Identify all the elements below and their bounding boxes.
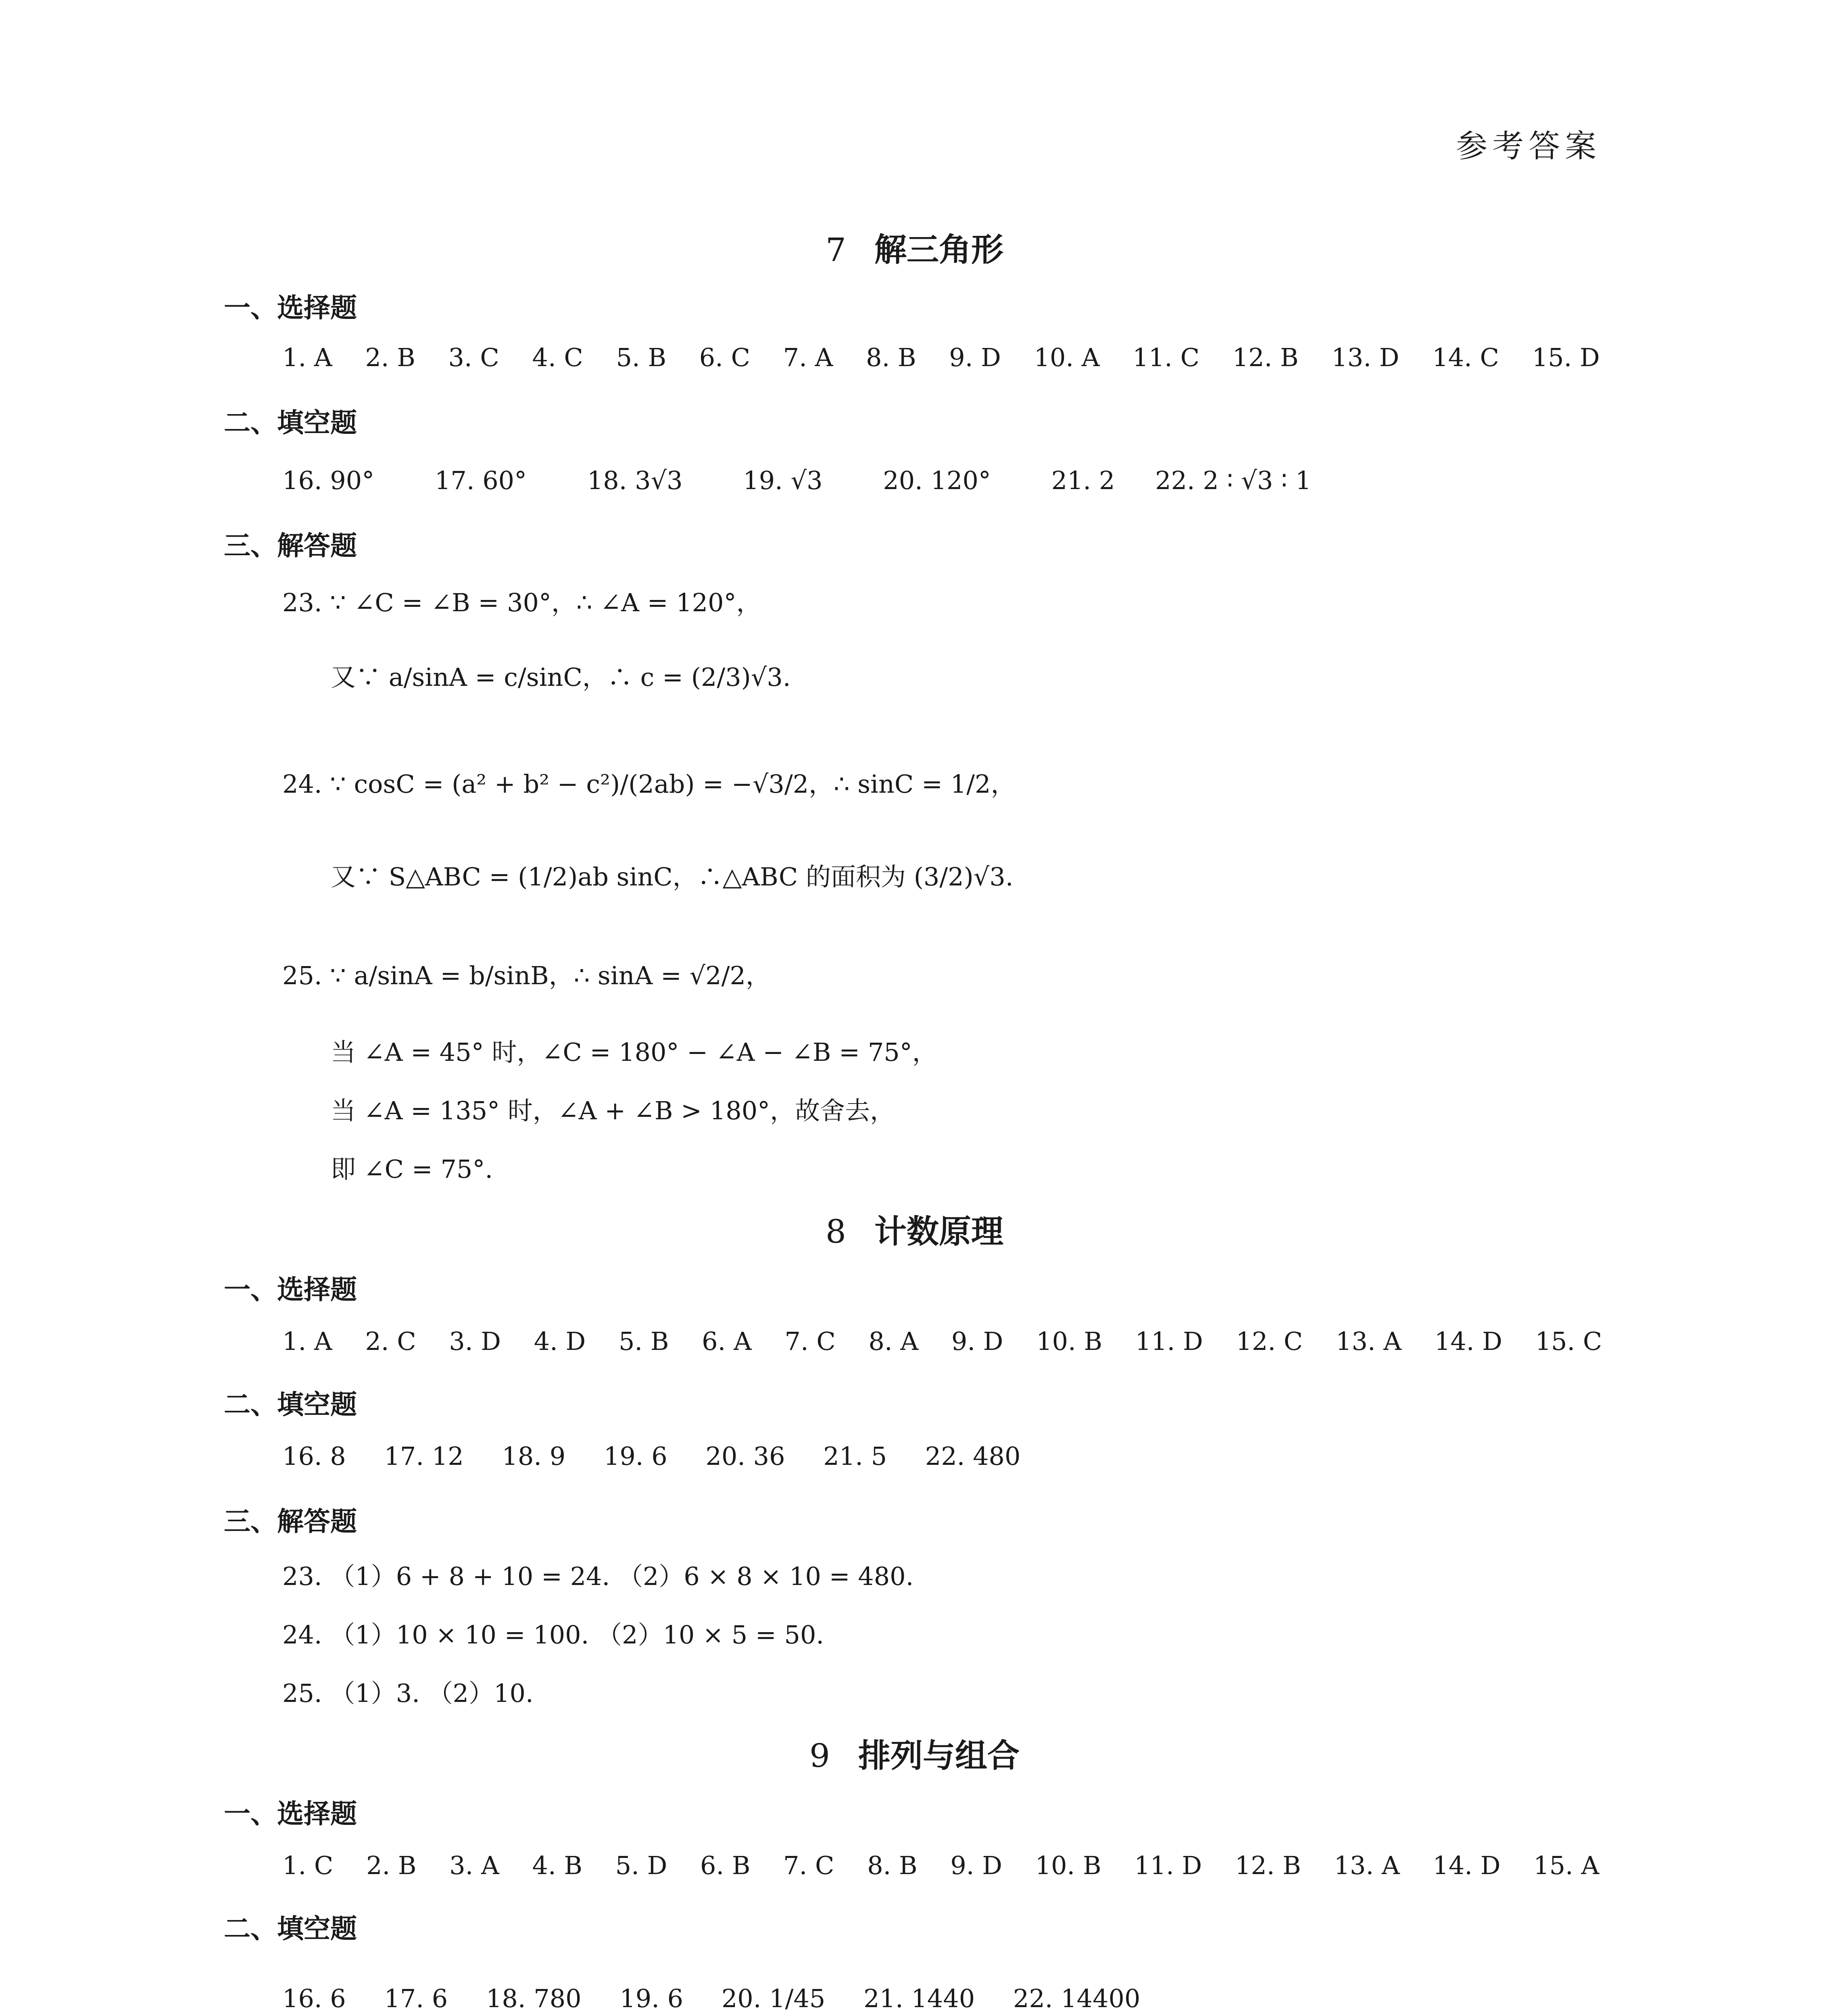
solution-line: 又∵ a/sinA = c/sinC，∴ c = (2/3)√3. <box>331 662 791 692</box>
answer-item: 22. 14400 <box>1013 1984 1141 2013</box>
answer-item: 6. B <box>700 1851 751 1880</box>
answer-item: 13. A <box>1336 1327 1402 1356</box>
answer-item: 12. B <box>1232 343 1299 372</box>
answer-item: 20. 1/45 <box>721 1984 826 2013</box>
answer-item: 17. 12 <box>384 1441 464 1471</box>
answer-item: 2. B <box>365 343 415 372</box>
choice-answers <box>282 1327 1627 1356</box>
answer-item: 3. C <box>448 343 499 372</box>
running-header: 参考答案 <box>1456 128 1601 165</box>
answer-item: 17. 6 <box>384 1984 448 2013</box>
answer-item: 14. C <box>1432 343 1499 372</box>
answer-item: 9. D <box>949 343 1001 372</box>
answer-item: 11. D <box>1135 1327 1203 1356</box>
answer-item: 16. 90° <box>282 466 375 495</box>
answer-item: 15. A <box>1533 1851 1600 1880</box>
choice-heading: 一、选择题 <box>224 1798 357 1829</box>
answer-item: 7. C <box>784 1327 836 1356</box>
answer-item: 11. C <box>1132 343 1200 372</box>
answer-item: 15. D <box>1532 343 1600 372</box>
section-number: 7 <box>826 231 846 269</box>
answer-item: 4. C <box>532 343 583 372</box>
answer-item: 19. 6 <box>603 1441 667 1471</box>
solution-line: 当 ∠A = 135° 时，∠A + ∠B > 180°，故舍去， <box>331 1096 895 1125</box>
answer-item: 6. C <box>699 343 751 372</box>
answer-item: 14. D <box>1434 1327 1502 1356</box>
answer-item: 12. B <box>1235 1851 1301 1880</box>
section-name: 排列与组合 <box>858 1737 1020 1774</box>
answer-item: 3. D <box>449 1327 501 1356</box>
answer-item: 19. 6 <box>619 1984 684 2013</box>
solution-line: 24. ∵ cosC = (a² + b² − c²)/(2ab) = −√3/2，∴ sinC = 1/2， <box>282 769 1016 799</box>
answer-item: 2. B <box>366 1851 417 1880</box>
choice-answers <box>282 1851 1624 1880</box>
answer-item: 21. 1440 <box>863 1984 975 2013</box>
answer-item: 7. C <box>783 1851 834 1880</box>
answer-item: 9. D <box>950 1851 1002 1880</box>
answer-item: 19. √3 <box>743 466 823 495</box>
solve-heading: 三、解答题 <box>224 530 357 561</box>
answer-item: 8. B <box>866 343 916 372</box>
solve-heading: 三、解答题 <box>224 1506 357 1537</box>
answer-item: 5. B <box>616 343 667 372</box>
fill-heading: 二、填空题 <box>224 1389 357 1420</box>
fill-answers <box>282 466 1336 495</box>
section-number: 8 <box>826 1213 846 1250</box>
answer-item: 16. 8 <box>282 1441 346 1471</box>
answer-item: 20. 120° <box>883 466 991 495</box>
answer-item: 16. 6 <box>282 1984 346 2013</box>
answer-item: 5. D <box>615 1851 667 1880</box>
answer-item: 4. B <box>532 1851 582 1880</box>
section-name: 解三角形 <box>874 231 1003 269</box>
answer-item: 12. C <box>1236 1327 1303 1356</box>
answer-item: 10. B <box>1035 1851 1101 1880</box>
answer-item: 1. A <box>282 1327 332 1356</box>
section-title-9 <box>0 1730 1829 1776</box>
answer-item: 14. D <box>1433 1851 1501 1880</box>
section-number: 9 <box>809 1737 830 1774</box>
answer-item: 8. A <box>868 1327 919 1356</box>
answer-item: 5. B <box>618 1327 669 1356</box>
answer-item: 18. 3√3 <box>587 466 683 495</box>
solution-line: 即 ∠C = 75°. <box>331 1154 493 1184</box>
section-name: 计数原理 <box>874 1212 1003 1250</box>
answer-item: 10. A <box>1034 343 1100 372</box>
section-title-7 <box>0 224 1829 270</box>
answer-item: 6. A <box>702 1327 752 1356</box>
answer-item: 15. C <box>1535 1327 1602 1356</box>
fill-heading: 二、填空题 <box>224 1913 357 1944</box>
answer-item: 7. A <box>783 343 833 372</box>
choice-answers <box>282 343 1625 372</box>
fill-heading: 二、填空题 <box>224 407 357 438</box>
answer-item: 9. D <box>951 1327 1003 1356</box>
solution-line: 23. ∵ ∠C = ∠B = 30°，∴ ∠A = 120°， <box>282 588 761 617</box>
answer-item: 18. 780 <box>486 1984 582 2013</box>
answer-item: 4. D <box>534 1327 586 1356</box>
solution-line: 25. （1）3. （2）10. <box>282 1679 534 1708</box>
answer-item: 22. 480 <box>925 1441 1021 1471</box>
solution-line: 当 ∠A = 45° 时，∠C = 180° − ∠A − ∠B = 75°， <box>331 1037 937 1067</box>
answer-item: 2. C <box>365 1327 416 1356</box>
answer-item: 11. D <box>1134 1851 1202 1880</box>
answer-item: 3. A <box>449 1851 499 1880</box>
answer-item: 21. 2 <box>1051 466 1115 495</box>
solution-line: 24. （1）10 × 10 = 100. （2）10 × 5 = 50. <box>282 1620 824 1649</box>
answer-item: 8. B <box>867 1851 918 1880</box>
fill-answers <box>282 1984 1165 2013</box>
solution-line: 25. ∵ a/sinA = b/sinB，∴ sinA = √2/2， <box>282 961 771 990</box>
answer-item: 22. 2 ∶ √3 ∶ 1 <box>1155 466 1312 495</box>
answer-item: 21. 5 <box>823 1441 887 1471</box>
choice-heading: 一、选择题 <box>224 1274 357 1305</box>
answer-item: 13. D <box>1331 343 1399 372</box>
answer-item: 1. C <box>282 1851 334 1880</box>
answer-item: 13. A <box>1334 1851 1400 1880</box>
answer-item: 18. 9 <box>502 1441 566 1471</box>
section-title-8 <box>0 1206 1829 1252</box>
fill-answers <box>282 1441 1045 1471</box>
choice-heading: 一、选择题 <box>224 292 357 323</box>
solution-line: 又∵ S△ABC = (1/2)ab sinC，∴△ABC 的面积为 (3/2)√3. <box>331 862 1014 891</box>
answer-item: 17. 60° <box>434 466 527 495</box>
answer-item: 1. A <box>282 343 332 372</box>
answer-item: 10. B <box>1036 1327 1103 1356</box>
solution-line: 23. （1）6 + 8 + 10 = 24. （2）6 × 8 × 10 = 480. <box>282 1562 914 1591</box>
answer-item: 20. 36 <box>705 1441 785 1471</box>
